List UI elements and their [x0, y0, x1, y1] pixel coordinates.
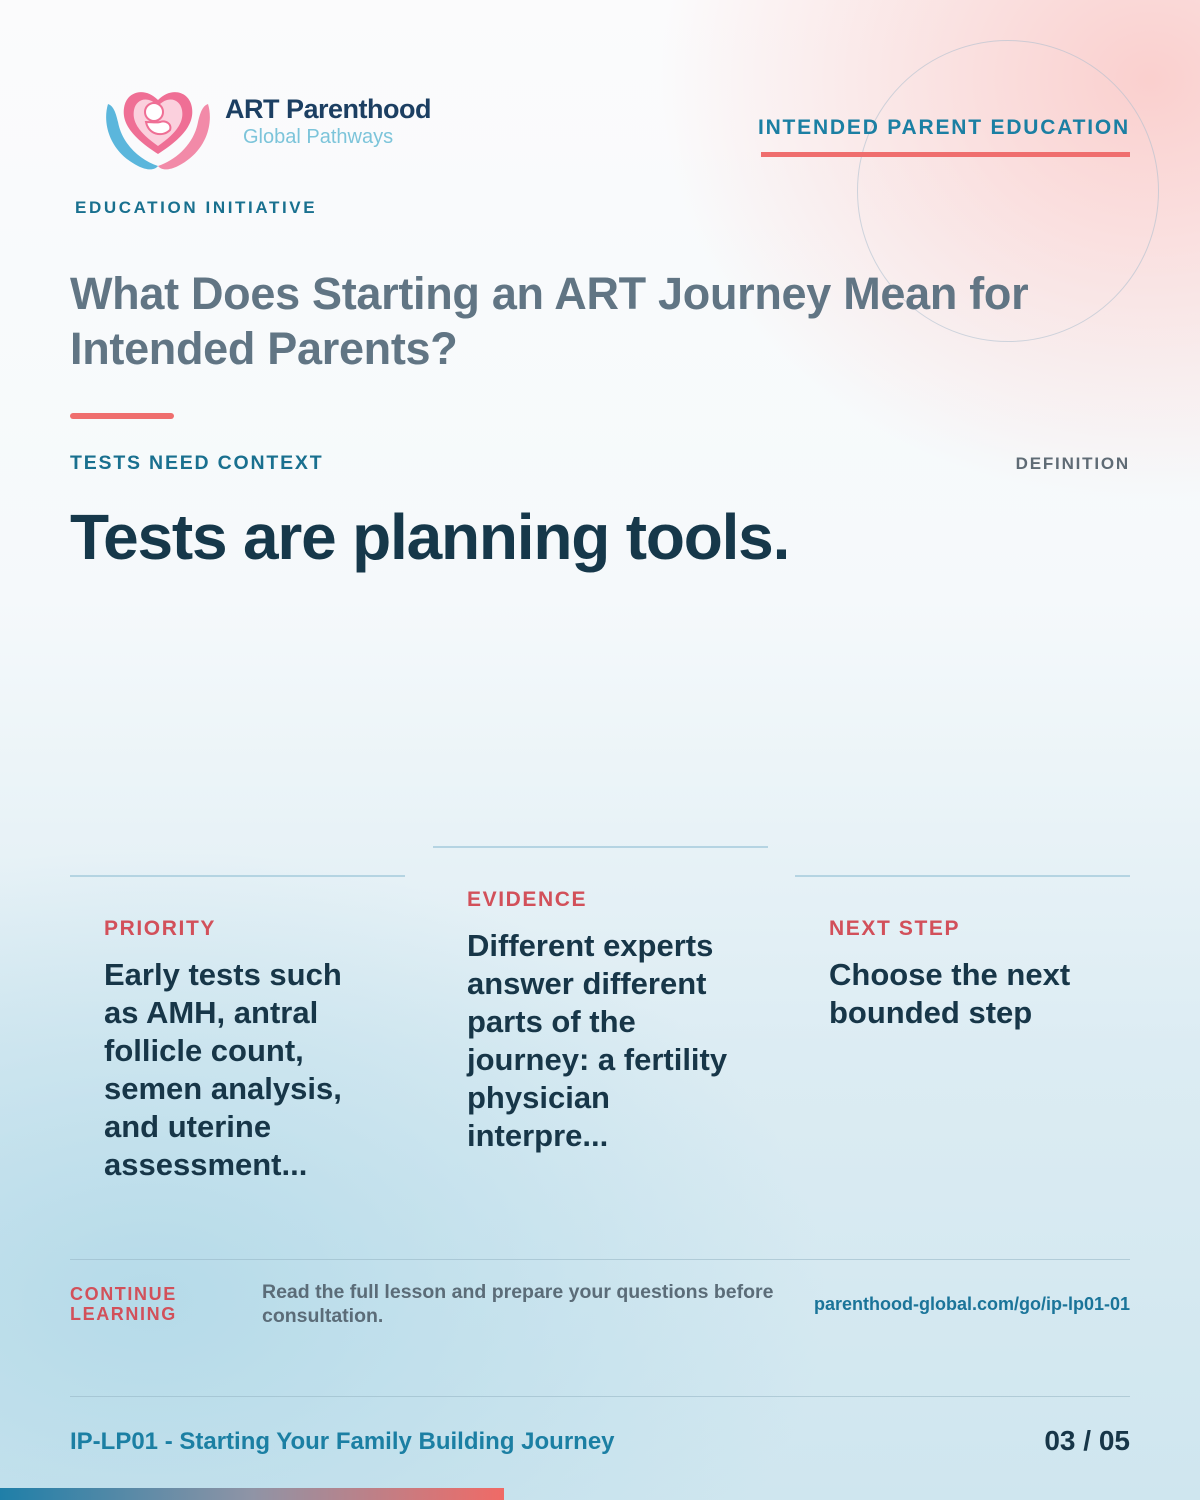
card-evidence — [433, 846, 768, 1218]
header-tag-underline — [761, 152, 1130, 157]
cta-divider — [70, 1259, 1130, 1260]
cta-label: CONTINUE LEARNING — [70, 1284, 177, 1324]
section-type: DEFINITION — [1015, 454, 1130, 473]
card-priority — [70, 875, 405, 1217]
title-accent-bar — [70, 413, 174, 419]
section-headline: Tests are planning tools. — [70, 501, 790, 573]
card-label: EVIDENCE — [467, 888, 588, 911]
card-label: PRIORITY — [104, 917, 216, 940]
brand-subtitle: Global Pathways — [243, 126, 394, 148]
page-number: 03 / 05 — [1044, 1425, 1130, 1456]
brand-name: ART Parenthood — [225, 94, 431, 124]
footer-divider — [70, 1396, 1130, 1397]
cta-text: Read the full lesson and prepare your questions before consultation. — [262, 1281, 774, 1327]
lesson-title: What Does Starting an ART Journey Mean for Intended Parents? — [70, 268, 1029, 374]
card-body: Choose the next bounded step — [829, 957, 1071, 1030]
cta-link[interactable]: parenthood-global.com/go/ip-lp01-01 — [813, 1294, 1130, 1314]
card-next-step — [795, 875, 1130, 1217]
brand-logo — [100, 74, 440, 174]
footer-course-title: IP-LP01 - Starting Your Family Building Journey — [70, 1428, 615, 1455]
section-label: TESTS NEED CONTEXT — [70, 452, 324, 474]
card-body: Early tests such as AMH, antral follicle count, semen analysis, and uterine assessment... — [104, 957, 342, 1182]
card-label: NEXT STEP — [829, 917, 961, 940]
header-tag: INTENDED PARENT EDUCATION — [757, 116, 1130, 139]
card-body: Different experts answer different parts of the journey: a fertility physician interpre... — [467, 928, 728, 1153]
heart-hands-baby-icon — [100, 74, 215, 174]
initiative-label: EDUCATION INITIATIVE — [75, 198, 318, 217]
progress-bar — [0, 1488, 504, 1500]
